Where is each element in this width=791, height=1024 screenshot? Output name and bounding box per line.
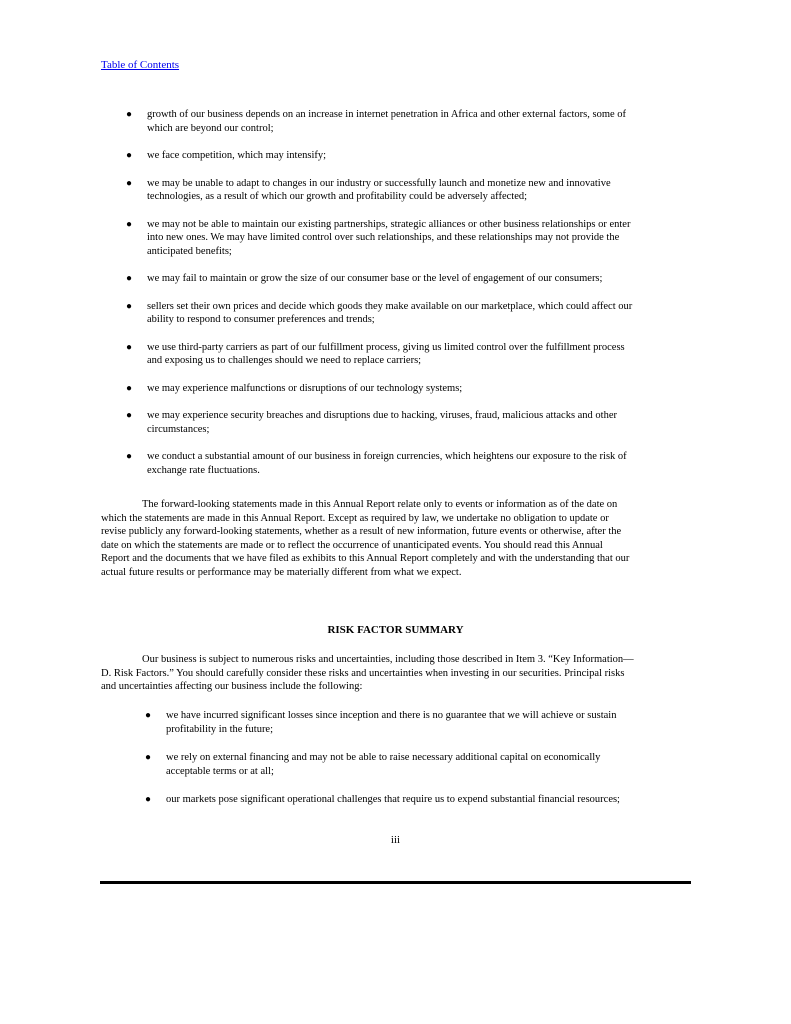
bullet-icon: ● xyxy=(126,451,133,462)
list-item-line: sellers set their own prices and decide which goods they make available on our marketplace, which could affect our xyxy=(147,300,633,312)
paragraph-line: and uncertainties affecting our business include the following: xyxy=(101,681,363,693)
list-item-line: and exposing us to challenges should we need to replace carriers; xyxy=(147,355,422,366)
list-item xyxy=(0,382,682,396)
risk-summary-intro-paragraph xyxy=(101,653,690,694)
list-item-line: technologies, as a result of which our growth and profitability could be adversely affected; xyxy=(147,191,528,202)
list-item-line: we have incurred significant losses since inception and there is no guarantee that we will achieve or sustain xyxy=(166,710,617,721)
risk-factor-list xyxy=(0,709,676,807)
list-item xyxy=(0,177,682,204)
bullet-icon: ● xyxy=(126,218,133,230)
list-item-line: we may be unable to adapt to changes in our industry or successfully launch and monetize new and innovative xyxy=(147,177,611,189)
paragraph-line: The forward-looking statements made in this Annual Report relate only to events or information as of the date on xyxy=(142,499,618,510)
list-item-line: which are beyond our control; xyxy=(147,122,274,134)
list-item-line: anticipated benefits; xyxy=(147,245,232,257)
forward-looking-statement-paragraph xyxy=(101,498,690,580)
bullet-icon: ● xyxy=(126,150,133,161)
list-item xyxy=(0,793,676,807)
list-item xyxy=(0,751,676,778)
list-item-line: we may experience malfunctions or disruptions of our technology systems; xyxy=(147,382,463,394)
paragraph-line: date on which the statements are made or to reflect the occurrence of unanticipated events. You should read this Annual xyxy=(101,539,603,551)
list-item-line: circumstances; xyxy=(147,423,210,435)
risk-factor-summary-heading: RISK FACTOR SUMMARY xyxy=(327,624,464,636)
paragraph-line: which the statements are made in this Annual Report. Except as required by law, we undertake no obligation to update or xyxy=(101,512,609,524)
list-item-line: we use third-party carriers as part of our fulfillment process, giving us limited control over the fulfillment process xyxy=(147,341,625,353)
list-item-line: we rely on external financing and may not be able to raise necessary additional capital on economically xyxy=(166,752,601,763)
bullet-icon: ● xyxy=(145,794,152,805)
list-item xyxy=(0,108,682,135)
bullet-icon: ● xyxy=(126,273,133,284)
list-item xyxy=(0,300,682,327)
list-item-line: we may not be able to maintain our existing partnerships, strategic alliances or other business relationships or enter xyxy=(147,218,631,230)
list-item-line: profitability in the future; xyxy=(166,723,274,735)
bullet-icon: ● xyxy=(126,300,133,312)
page-divider xyxy=(100,881,691,884)
list-item-line: we face competition, which may intensify; xyxy=(147,150,327,161)
bullet-icon: ● xyxy=(126,410,133,421)
bullet-icon: ● xyxy=(126,177,133,189)
paragraph-line: D. Risk Factors.” You should carefully consider these risks and uncertainties when investing in our securities. Principal risks xyxy=(101,667,625,679)
list-item xyxy=(0,409,682,436)
bullet-icon: ● xyxy=(145,710,152,721)
bullet-icon: ● xyxy=(126,109,133,120)
table-of-contents-link[interactable]: Table of Contents xyxy=(101,59,180,71)
list-item-line: ability to respond to consumer preferences and trends; xyxy=(147,314,375,325)
list-item-line: we may fail to maintain or grow the size of our consumer base or the level of engagement of our consumers; xyxy=(147,273,603,284)
list-item xyxy=(0,709,676,736)
paragraph-line: Report and the documents that we have filed as exhibits to this Annual Report completely and with the understanding that our xyxy=(101,553,630,565)
paragraph-line: Our business is subject to numerous risks and uncertainties, including those described in Item 3. “Key Information— xyxy=(142,654,634,665)
paragraph-line: revise publicly any forward-looking statements, whether as a result of new information, future events or otherwise, after the xyxy=(101,526,622,538)
list-item-line: we conduct a substantial amount of our business in foreign currencies, which heightens our exposure to the risk of xyxy=(147,451,627,462)
list-item xyxy=(0,149,682,163)
page-number: iii xyxy=(390,834,401,846)
list-item-line: into new ones. We may have limited control over such relationships, and these relationships may not provide the xyxy=(147,232,620,243)
list-item-line: acceptable terms or at all; xyxy=(166,765,274,777)
list-item-line: exchange rate fluctuations. xyxy=(147,464,260,476)
list-item-line: we may experience security breaches and disruptions due to hacking, viruses, fraud, malicious attacks and other xyxy=(147,410,618,421)
list-item xyxy=(0,450,682,477)
paragraph-line: actual future results or performance may be materially different from what we expect. xyxy=(101,566,462,578)
list-item-line: growth of our business depends on an increase in internet penetration in Africa and other external factors, some of xyxy=(147,109,627,120)
bullet-icon: ● xyxy=(126,382,133,394)
bullet-icon: ● xyxy=(126,341,133,353)
bullet-icon: ● xyxy=(145,752,152,763)
forward-looking-risk-list xyxy=(0,108,682,477)
list-item xyxy=(0,272,682,286)
list-item xyxy=(0,218,682,259)
list-item xyxy=(0,341,682,368)
list-item-line: our markets pose significant operational challenges that require us to expend substantial financial resources; xyxy=(166,794,620,805)
